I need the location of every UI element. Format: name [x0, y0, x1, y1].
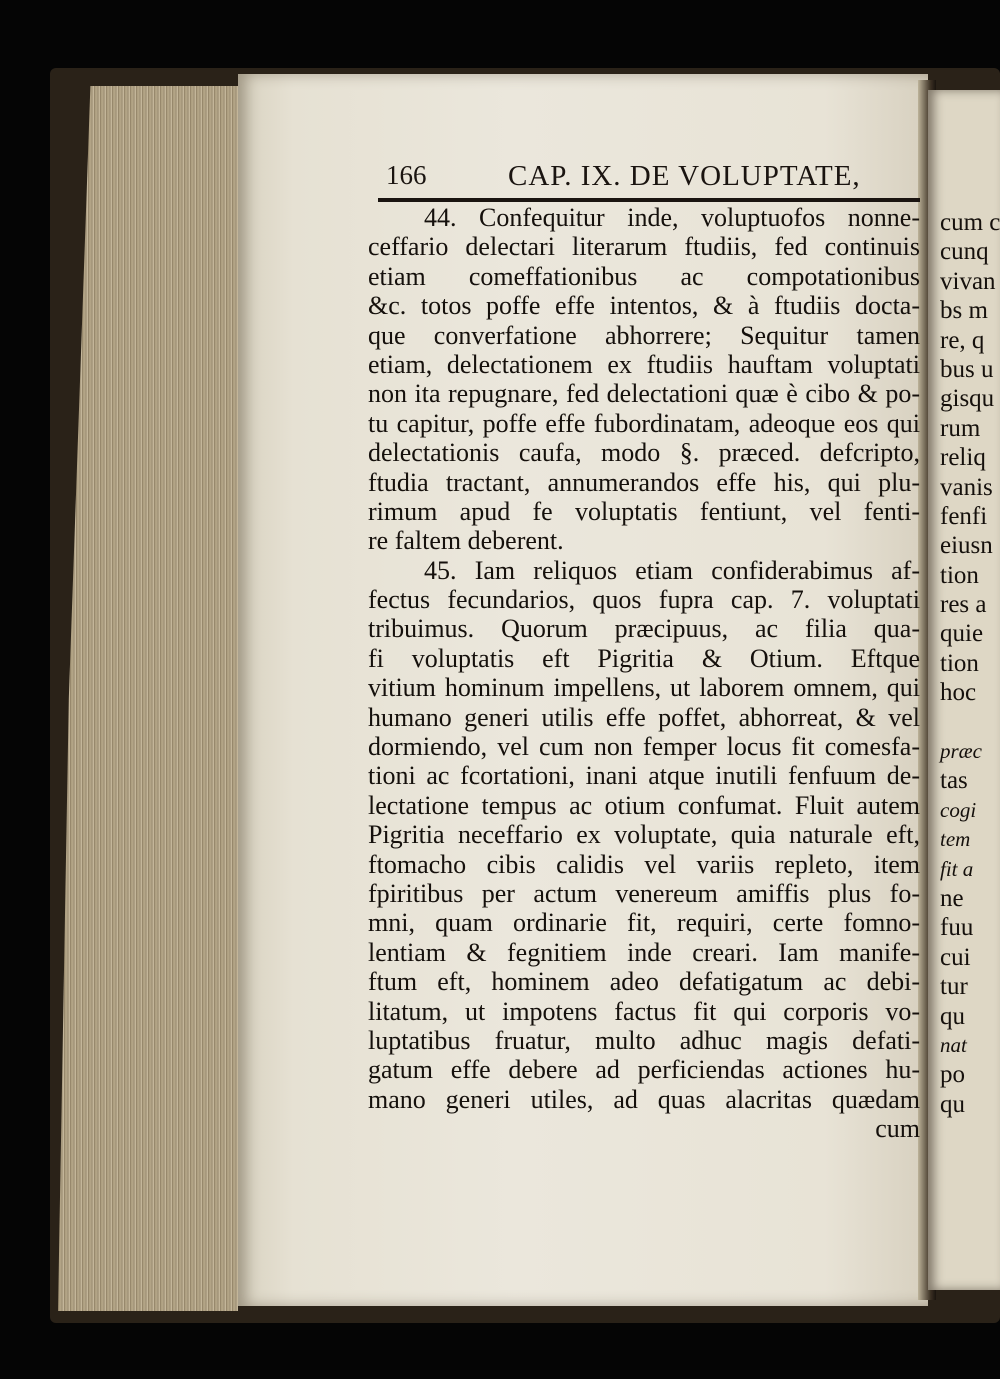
text-line: humano generi utilis effe poffet, abhorreat, & vel [368, 702, 920, 732]
facing-line: cunq [940, 238, 989, 266]
text-line: fi voluptatis eft Pigritia & Otium. Eftque [368, 643, 920, 673]
facing-line: rum [940, 414, 981, 442]
text-line: fectus fecundarios, quos fupra cap. 7. voluptati [368, 585, 920, 615]
facing-line: tion [940, 561, 979, 589]
text-line: luptatibus fruatur, multo adhuc magis defati- [368, 1025, 920, 1055]
page-header [370, 160, 930, 200]
text-line: ftudia tractant, annumerandos effe his, qui plu- [368, 467, 920, 497]
text-line: Pigritia neceffario ex voluptate, quia naturale eft, [368, 820, 920, 850]
facing-line: cum c [940, 209, 1000, 236]
running-head: CAP. IX. DE VOLUPTATE, [508, 160, 861, 192]
facing-line: fit a [940, 856, 974, 881]
facing-line: ne [940, 884, 964, 912]
text-line: lectatione tempus ac otium confumat. Fluit autem [368, 790, 920, 820]
facing-page [928, 90, 1000, 1290]
text-line: &c. totos poffe effe intentos, & à ftudiis docta- [368, 291, 920, 321]
facing-line: vanis [940, 473, 993, 501]
facing-line: hoc [940, 679, 977, 707]
facing-line: gisqu [940, 385, 995, 413]
text-line: tioni ac fcortationi, inani atque inutili fenfuum de- [368, 761, 920, 791]
facing-line: qu [940, 1002, 965, 1030]
facing-line: fenfi [940, 502, 988, 530]
facing-line: nat [940, 1032, 967, 1057]
page-number: 166 [386, 160, 427, 190]
facing-line: tas [940, 767, 968, 795]
facing-line: bus u [940, 355, 994, 383]
facing-line: tion [940, 649, 979, 677]
text-line: re faltem deberent. [368, 526, 564, 556]
facing-line [928, 708, 1000, 737]
text-line: 45. Iam reliquos etiam confiderabimus af- [424, 555, 920, 585]
facing-line: vivan [940, 267, 996, 295]
text-line: mano generi utiles, ad quas alacritas quædam [368, 1084, 920, 1114]
text-line: etiam comeffationibus ac compotationibus [368, 261, 920, 291]
body-text [368, 203, 920, 1144]
facing-line: bs m [940, 297, 988, 325]
facing-line: po [940, 1061, 965, 1089]
text-line: vitium hominum impellens, ut laborem omnem, qui [368, 673, 920, 703]
text-line: tu capitur, poffe effe fubordinatam, adeoque eos qui [368, 408, 920, 438]
text-line: etiam, delectationem ex ftudiis hauftam voluptati [368, 349, 920, 379]
text-line: delectationis caufa, modo §. præced. defcripto, [368, 438, 920, 468]
page-edges [58, 86, 238, 1311]
text-line: 44. Confequitur inde, voluptuofos nonne- [424, 203, 920, 232]
text-line: tribuimus. Quorum præcipuus, ac filia qua- [368, 614, 920, 644]
facing-line: fuu [940, 914, 974, 942]
text-line: lentiam & fegnitiem inde creari. Iam manife- [368, 937, 920, 967]
catchword: cum [875, 1114, 920, 1144]
text-line: non ita repugnare, fed delectationi quæ è cibo & po- [368, 379, 920, 409]
text-line: rimum apud fe voluptatis fentiunt, vel fenti- [368, 496, 920, 526]
header-rule [378, 198, 920, 202]
facing-page-text [928, 208, 1000, 1119]
facing-line: quie [940, 620, 984, 648]
text-line: litatum, ut impotens factus fit qui corporis vo- [368, 996, 920, 1026]
facing-line: reliq [940, 444, 986, 472]
text-line: mni, quam ordinarie fit, requiri, certe fomno- [368, 908, 920, 938]
facing-line: cui [940, 943, 971, 971]
facing-line: res a [940, 591, 987, 619]
facing-line: præc [940, 739, 982, 764]
text-line: fpiritibus per actum venereum amiffis plus fo- [368, 878, 920, 908]
text-line: que converfatione abhorrere; Sequitur tamen [368, 320, 920, 350]
facing-line: tur [940, 973, 968, 1001]
facing-line: tem [940, 827, 971, 852]
text-line: ceffario delectari literarum ftudiis, fed continuis [368, 232, 920, 262]
facing-line: re, q [940, 326, 985, 354]
text-line: ftomacho cibis calidis vel variis repleto, item [368, 849, 920, 879]
text-line: dormiendo, vel cum non femper locus fit comesfa- [368, 732, 920, 762]
facing-line: cogi [940, 797, 977, 822]
text-line: ftum eft, hominem adeo defatigatum ac debi- [368, 967, 920, 997]
facing-line: eiusn [940, 532, 993, 560]
text-line: gatum effe debere ad perficiendas actiones hu- [368, 1055, 920, 1085]
facing-line: qu [940, 1090, 965, 1118]
